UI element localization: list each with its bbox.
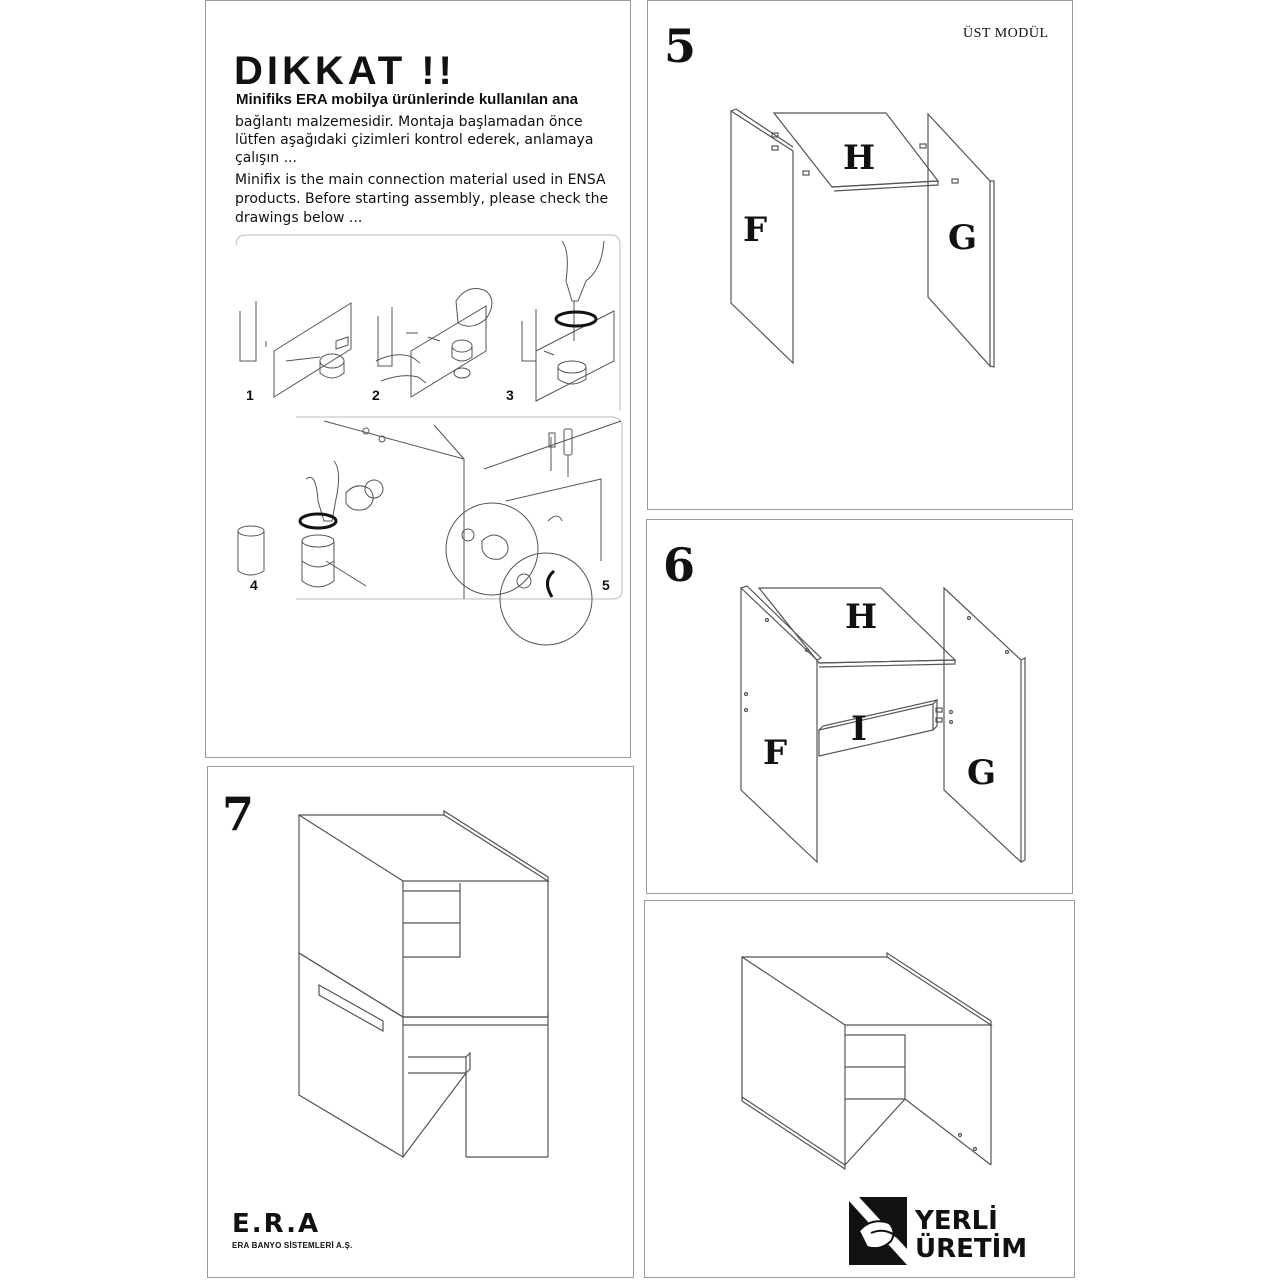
step-number-3: 3: [506, 387, 514, 403]
minifix-instruction-illustration: [206, 1, 632, 759]
dikkat-warning-panel: [205, 0, 631, 758]
step5-part-g-label: G: [948, 218, 978, 258]
assembly-step-5-panel: [647, 0, 1073, 510]
era-brand-logo: [232, 1211, 352, 1250]
assembly-step-6-panel: [646, 519, 1073, 894]
final-assembly-panel: [644, 900, 1075, 1278]
local-production-badge: [915, 1207, 1027, 1263]
step5-part-f-label: F: [743, 210, 768, 250]
step6-part-i-label: I: [851, 709, 867, 749]
step-6-exploded-diagram: [647, 520, 1074, 895]
step-number-4: 4: [250, 577, 258, 593]
step6-part-h-label: H: [845, 597, 878, 637]
warning-subtitle: Minifiks ERA mobilya ürünlerinde kullanılan ana: [236, 91, 579, 108]
warning-turkish-text: bağlantı malzemesidir. Montaja başlamadan önce lütfen aşağıdaki çizimleri kontrol ederek, anlamaya çalışın ...: [235, 114, 594, 166]
step6-part-f-label: F: [763, 733, 788, 773]
step-5-number: 5: [664, 19, 697, 73]
step-number-5: 5: [602, 577, 610, 593]
step-number-2: 2: [372, 387, 380, 403]
era-logo-subtitle: ERA BANYO SİSTEMLERİ A.Ş.: [232, 1241, 353, 1250]
upper-module-label: ÜST MODÜL: [963, 26, 1049, 41]
step-number-1: 1: [246, 387, 254, 403]
warning-title: DIKKAT !!: [234, 49, 456, 93]
era-logo-wordmark: E.R.A: [232, 1209, 321, 1239]
badge-line-1: YERLİ: [915, 1206, 998, 1236]
step-7-number: 7: [222, 787, 255, 841]
badge-line-2: ÜRETİM: [915, 1234, 1028, 1264]
step-7-stacked-modules-diagram: [208, 767, 635, 1279]
assembly-step-7-panel: [207, 766, 634, 1278]
step-5-exploded-diagram: [648, 1, 1074, 511]
step6-part-g-label: G: [967, 753, 997, 793]
step-6-number: 6: [663, 538, 696, 592]
warning-english-text: Minifix is the main connection material used in ENSA products. Before starting assembly, please check the drawings below ...: [235, 172, 609, 226]
step5-part-h-label: H: [843, 138, 876, 178]
